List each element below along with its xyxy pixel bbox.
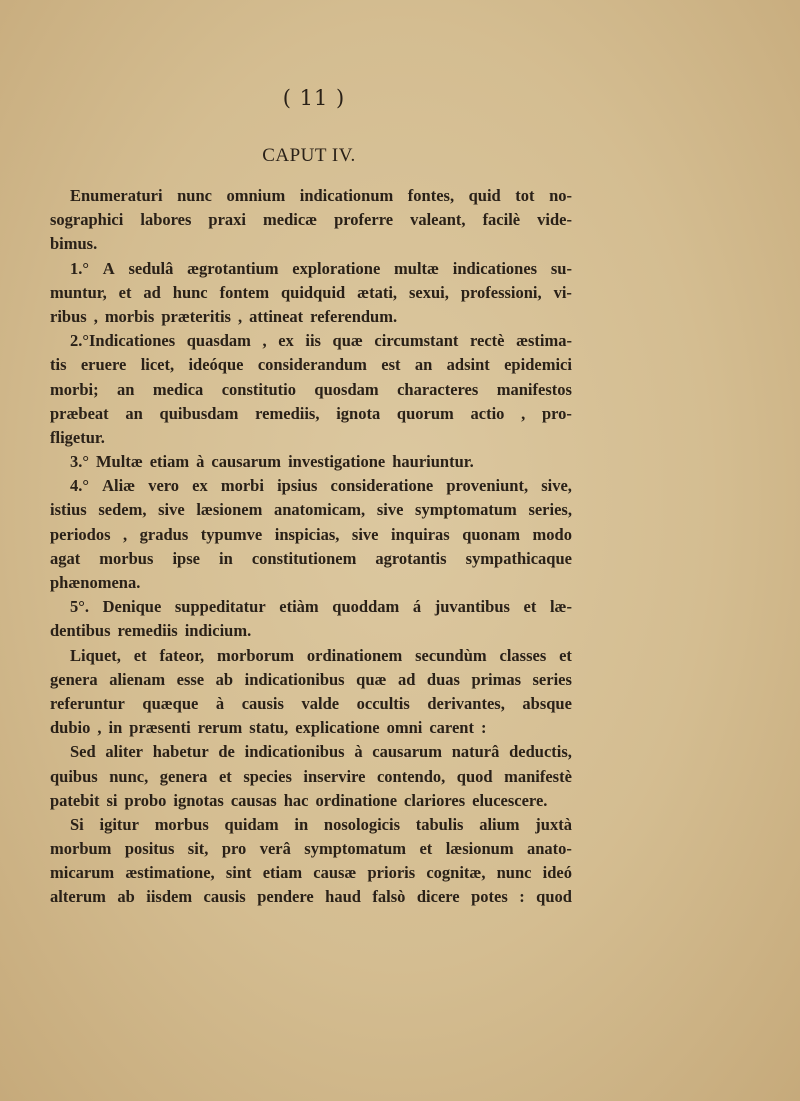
text-line: sographici labores praxi medicæ proferre valeant, facilè vide- [50,210,572,230]
text-line: dentibus remediis indicium. [50,621,252,641]
text-line: dubio , in præsenti rerum statu, explicatione omni carent : [50,718,487,738]
text-line: 2.°Indicationes quasdam , ex iis quæ circumstant rectè æstima- [70,331,572,351]
text-line: morbi; an medica constitutio quosdam characteres manifestos [50,379,572,399]
text-line: præbeat an quibusdam remediis, ignota quorum actio , pro- [50,403,572,423]
text-line: 3.° Multæ etiam à causarum investigatione hauriuntur. [70,452,474,472]
text-line: genera alienam esse ab indicationibus quæ ad duas primas series [50,669,572,689]
text-line: referuntur quæque à causis valde occultis derivantes, absque [50,693,572,713]
text-line: patebit si probo ignotas causas hac ordinatione clariores elucescere. [50,790,548,810]
text-line: 4.° Aliæ vero ex morbi ipsius consideratione proveniunt, sive, [70,476,572,496]
text-line: alterum ab iisdem causis pendere haud falsò dicere potes : quod [50,887,572,907]
text-line: tis eruere licet, ideóque considerandum est an adsint epidemici [50,355,572,375]
text-line: quibus nunc, genera et species inservire contendo, quod manifestè [50,766,572,786]
text-line: Sed aliter habetur de indicationibus à causarum naturâ deductis, [70,742,572,762]
text-line: muntur, et ad hunc fontem quidquid ætati, sexui, professioni, vi- [50,282,572,302]
text-line: 5°. Denique suppeditatur etiàm quoddam á juvantibus et læ- [70,597,572,617]
text-line: 1.° A sedulâ ægrotantium exploratione multæ indicationes su- [70,258,572,278]
text-line: istius sedem, sive læsionem anatomicam, sive symptomatum series, [50,500,572,520]
text-line: Enumeraturi nunc omnium indicationum fontes, quid tot no- [70,186,572,205]
page-number: ( 11 ) [282,86,346,110]
text-line: micarum æstimatione, sint etiam causæ prioris cognitæ, nunc ideó [50,863,572,883]
chapter-title: CAPUT IV. [262,145,356,166]
text-line: ribus , morbis præteritis , attineat referendum. [50,306,398,326]
body-text [50,184,572,910]
text-line: phænomena. [50,573,141,592]
text-line: morbum positus sit, pro verâ symptomatum et læsionum anato- [50,839,572,859]
text-line: Liquet, et fateor, morborum ordinationem secundùm classes et [70,645,572,665]
text-line: fligetur. [50,427,105,447]
text-line: periodos , gradus typumve inspicias, sive inquiras quonam modo [50,524,572,544]
text-line: bimus. [50,234,98,254]
text-line: agat morbus ipse in constitutionem agrotantis sympathicaque [50,548,572,568]
text-line: Si igitur morbus quidam in nosologicis tabulis alium juxtà [70,814,572,834]
